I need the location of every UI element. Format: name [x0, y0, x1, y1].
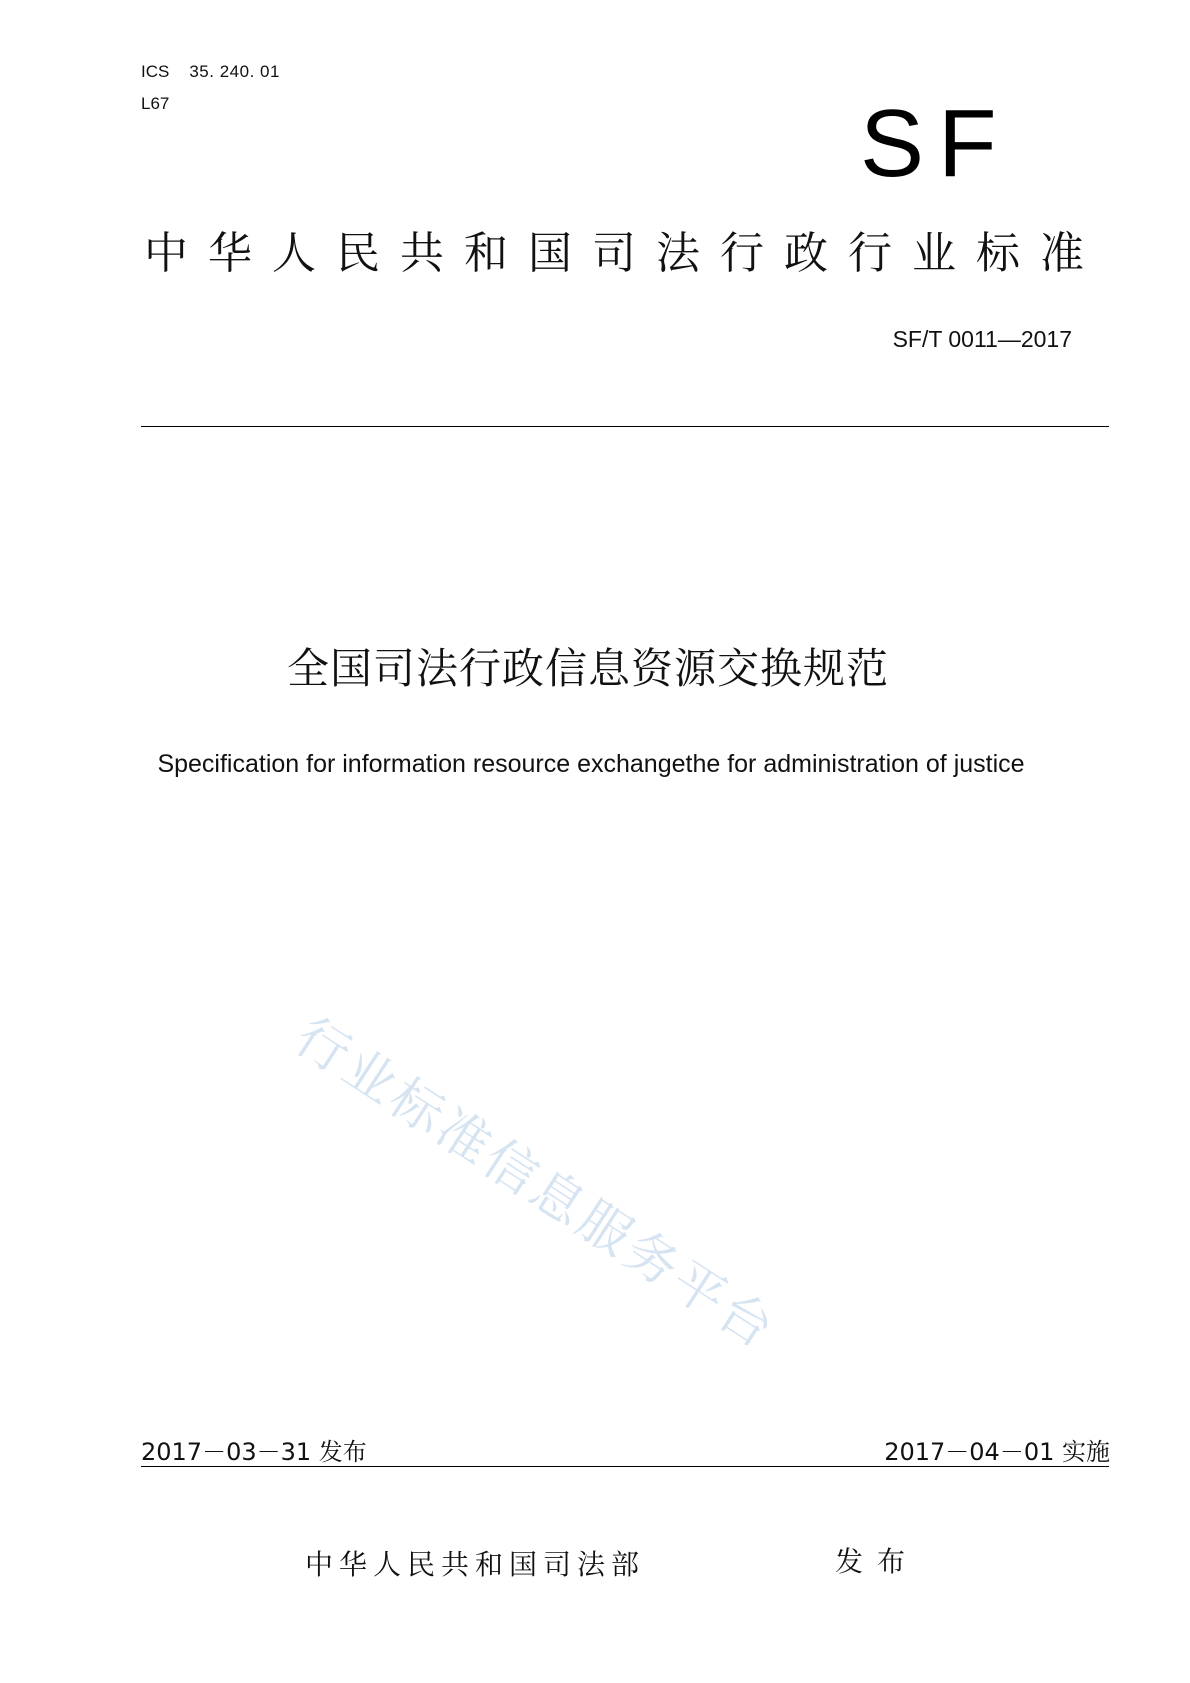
sf-logo: SF	[860, 90, 1011, 197]
standard-classification: 中华人民共和国司法行政行业标准	[144, 228, 1104, 279]
issuer: 中华人民共和国司法部	[305, 1548, 646, 1581]
title-english: Specification for information resource exchangethe for administration of justice	[157, 750, 1025, 778]
issue-date: 2017－03－31 发布	[141, 1438, 367, 1466]
top-divider	[141, 426, 1109, 427]
title-chinese-wrapper	[0, 644, 1190, 693]
watermark: 行业标准信息服务平台	[284, 1006, 787, 1362]
ics-label: ICS	[141, 62, 170, 81]
implementation-date: 2017－04－01 实施	[884, 1438, 1110, 1466]
standard-number: SF/T 0011—2017	[892, 326, 1072, 352]
title-english-wrapper	[0, 752, 1190, 777]
bottom-divider	[141, 1466, 1109, 1467]
ics-row	[141, 62, 280, 82]
ccs-code: L67	[141, 94, 170, 113]
ics-code: 35. 240. 01	[189, 62, 280, 81]
issue-action: 发布	[835, 1545, 920, 1578]
title-chinese: 全国司法行政信息资源交换规范	[286, 644, 889, 693]
